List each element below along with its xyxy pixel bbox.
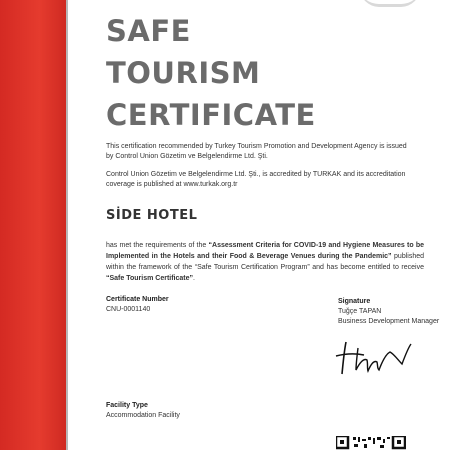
hotel-name: SİDE HOTEL	[106, 208, 198, 223]
accreditation-paragraph	[106, 170, 405, 190]
decorative-arc	[360, 0, 420, 7]
statement-part-2: published within the framework of the “Safe Tourism Certification Program” and has become entitled to receive	[106, 253, 424, 271]
certificate-name: “Safe Tourism Certificate”	[106, 275, 194, 282]
band-divider	[66, 0, 68, 450]
signatory-name: Tuğçe TAPAN	[338, 308, 382, 315]
certificate-number-block	[106, 296, 169, 313]
signature-label: Signature	[338, 298, 371, 305]
title-line-1: SAFE	[106, 14, 191, 48]
certificate-title	[106, 10, 316, 136]
certification-statement	[106, 240, 424, 284]
signature-block	[338, 298, 439, 325]
title-line-2: TOURISM	[106, 56, 261, 90]
intro-line-2: by Control Union Gözetim ve Belgelendirme Ltd. Şti.	[106, 153, 268, 160]
facility-type-value: Accommodation Facility	[106, 412, 180, 419]
handwritten-signature	[334, 338, 414, 378]
facility-type-label: Facility Type	[106, 402, 148, 409]
certificate-number-value: CNU-0001140	[106, 306, 151, 313]
statement-part-1: has met the requirements of the	[106, 242, 209, 249]
accreditation-line-1: Control Union Gözetim ve Belgelendirme Ltd. Şti., is accredited by TURKAK and its accreditation	[106, 171, 406, 178]
title-line-3: CERTIFICATE	[106, 98, 316, 132]
intro-line-1: This certification recommended by Turkey Tourism Promotion and Development Agency is issued	[106, 143, 407, 150]
assessment-criteria: “Assessment Criteria for COVID-19 and Hygiene Measures to be Implemented in the Hotels and their Food & Beverage Venues during the Pandemic”	[106, 242, 424, 260]
statement-end: .	[193, 275, 195, 282]
red-side-band	[0, 0, 66, 450]
certificate-number-label: Certificate Number	[106, 296, 169, 303]
qr-code-icon	[336, 436, 406, 450]
signatory-role: Business Development Manager	[338, 318, 440, 325]
facility-type-block	[106, 402, 180, 419]
accreditation-line-2: coverage is published at www.turkak.org.tr	[106, 181, 238, 188]
intro-paragraph	[106, 142, 407, 162]
